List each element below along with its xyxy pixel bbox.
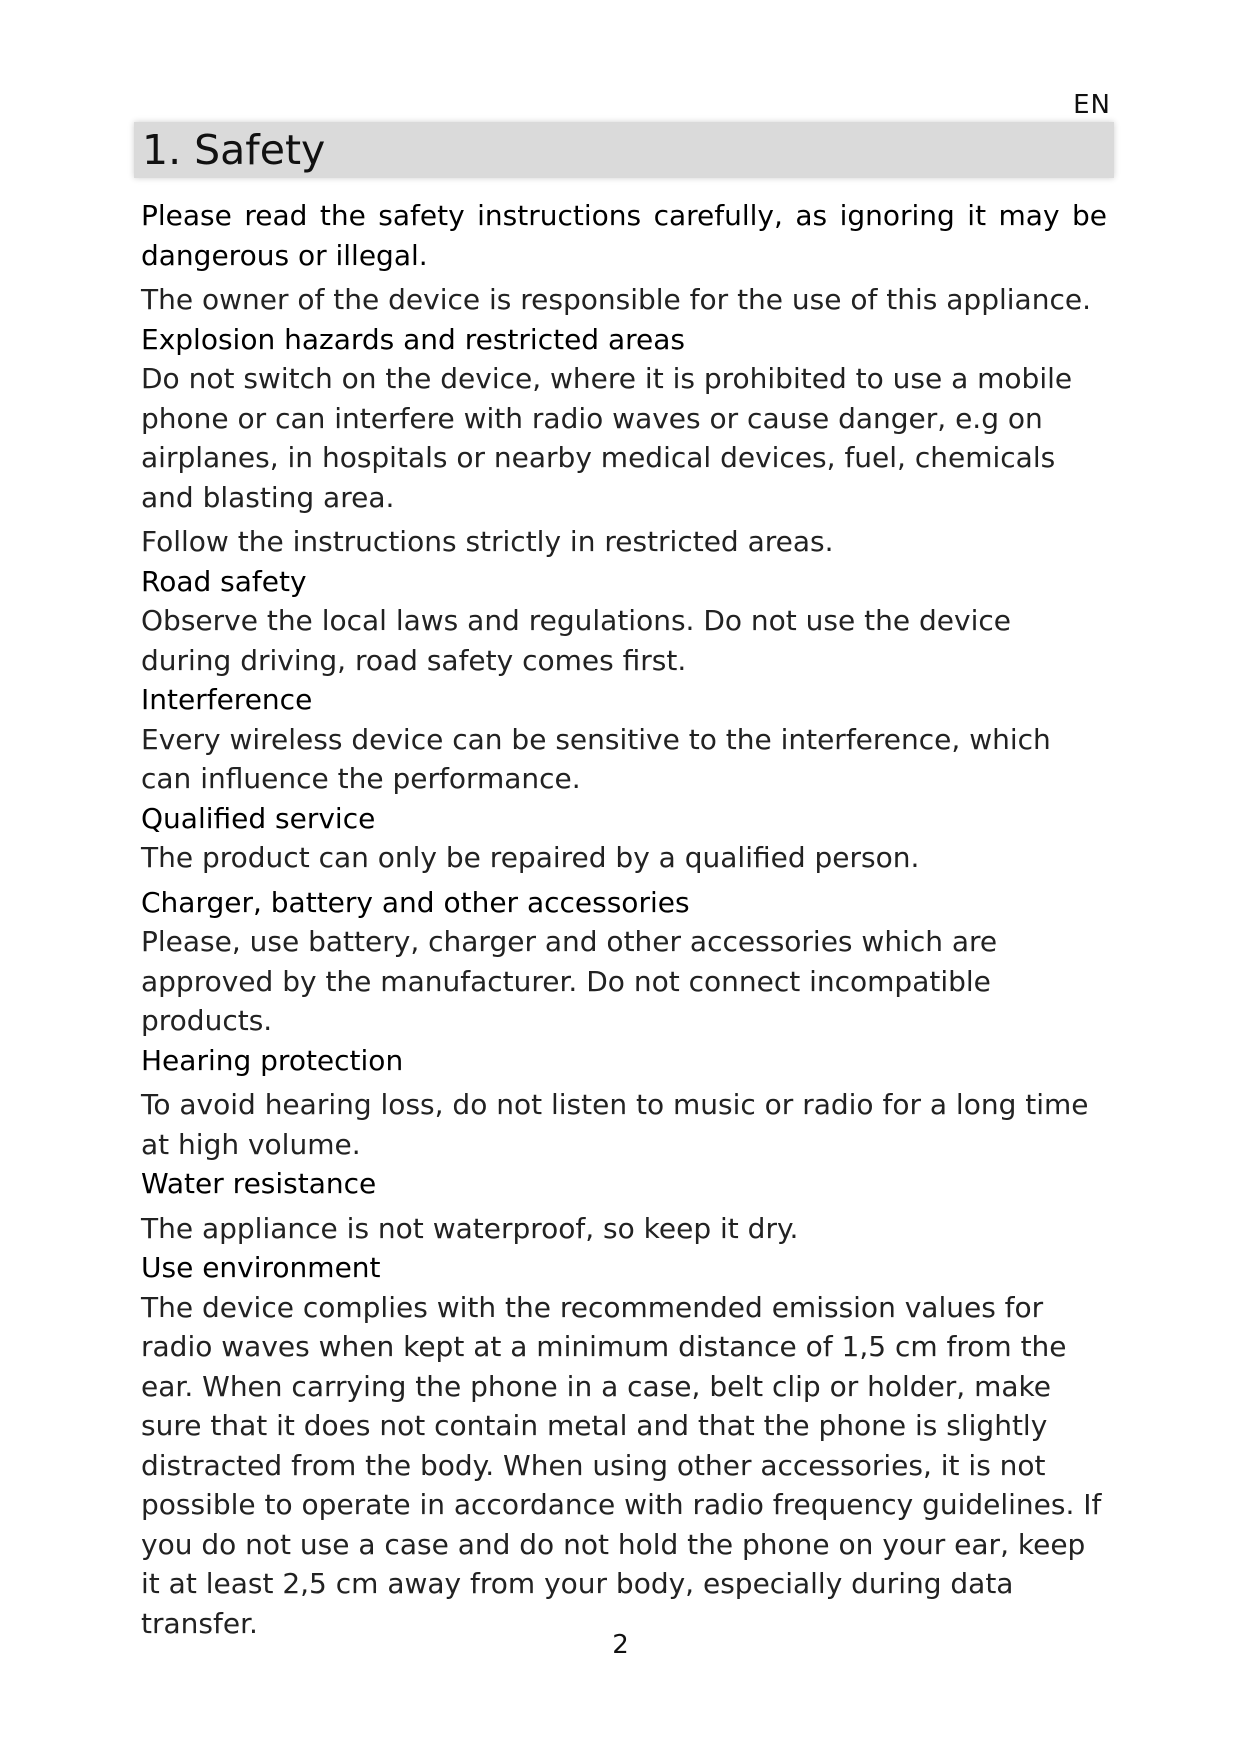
interference-text: Every wireless device can be sensitive to the interference, which can influence the performance.	[141, 722, 1051, 795]
charger-battery-text: Please, use battery, charger and other accessories which are approved by the manufacturer. Do not connect incompatible products.	[141, 925, 998, 1037]
heading-interference: Interference	[141, 683, 313, 716]
water-resistance-text: The appliance is not waterproof, so keep it dry.	[141, 1211, 799, 1245]
use-environment-text: The device complies with the recommended emission values for radio waves when kept at a minimum distance of 1,5 cm from the ear. When carrying the phone in a case, belt clip or holder, make sure that it does not contain metal and that the phone is slightly distracted from the body. When using other accessories, it is not possible to operate in accordance with radio frequency guidelines. If you do not use a case and do not hold the phone on your ear, keep it at least 2,5 cm away from your body, especially during data transfer.	[141, 1290, 1102, 1640]
explosion-hazards-text: Do not switch on the device, where it is prohibited to use a mobile phone or can interfere with radio waves or cause danger, e.g on airplanes, in hospitals or nearby medical devices, fuel, chemicals and blasting area.	[141, 362, 1073, 514]
heading-water-resistance: Water resistance	[141, 1167, 377, 1200]
intro-warning: Please read the safety instructions carefully, as ignoring it may be dangerous or illegal.	[141, 199, 1107, 272]
heading-explosion-hazards: Explosion hazards and restricted areas	[141, 322, 685, 356]
heading-use-environment: Use environment	[141, 1251, 381, 1284]
restricted-areas-text: Follow the instructions strictly in restricted areas.	[141, 525, 834, 558]
language-code: EN	[1073, 90, 1111, 120]
road-safety-text: Observe the local laws and regulations. Do not use the device during driving, road safety comes first.	[141, 604, 1011, 677]
heading-hearing-protection: Hearing protection	[141, 1043, 404, 1077]
heading-qualified-service: Qualified service	[141, 801, 376, 835]
section-header-bar	[134, 122, 1114, 178]
page-number: 2	[612, 1630, 629, 1660]
owner-responsibility: The owner of the device is responsible for the use of this appliance.	[141, 283, 1091, 316]
heading-charger-battery: Charger, battery and other accessories	[141, 885, 690, 919]
heading-road-safety: Road safety	[141, 564, 307, 598]
hearing-protection-text: To avoid hearing loss, do not listen to music or radio for a long time at high volume.	[141, 1088, 1089, 1161]
qualified-service-text: The product can only be repaired by a qualified person.	[141, 841, 920, 874]
section-title: 1. Safety	[142, 126, 326, 174]
safety-content	[141, 196, 1107, 1643]
